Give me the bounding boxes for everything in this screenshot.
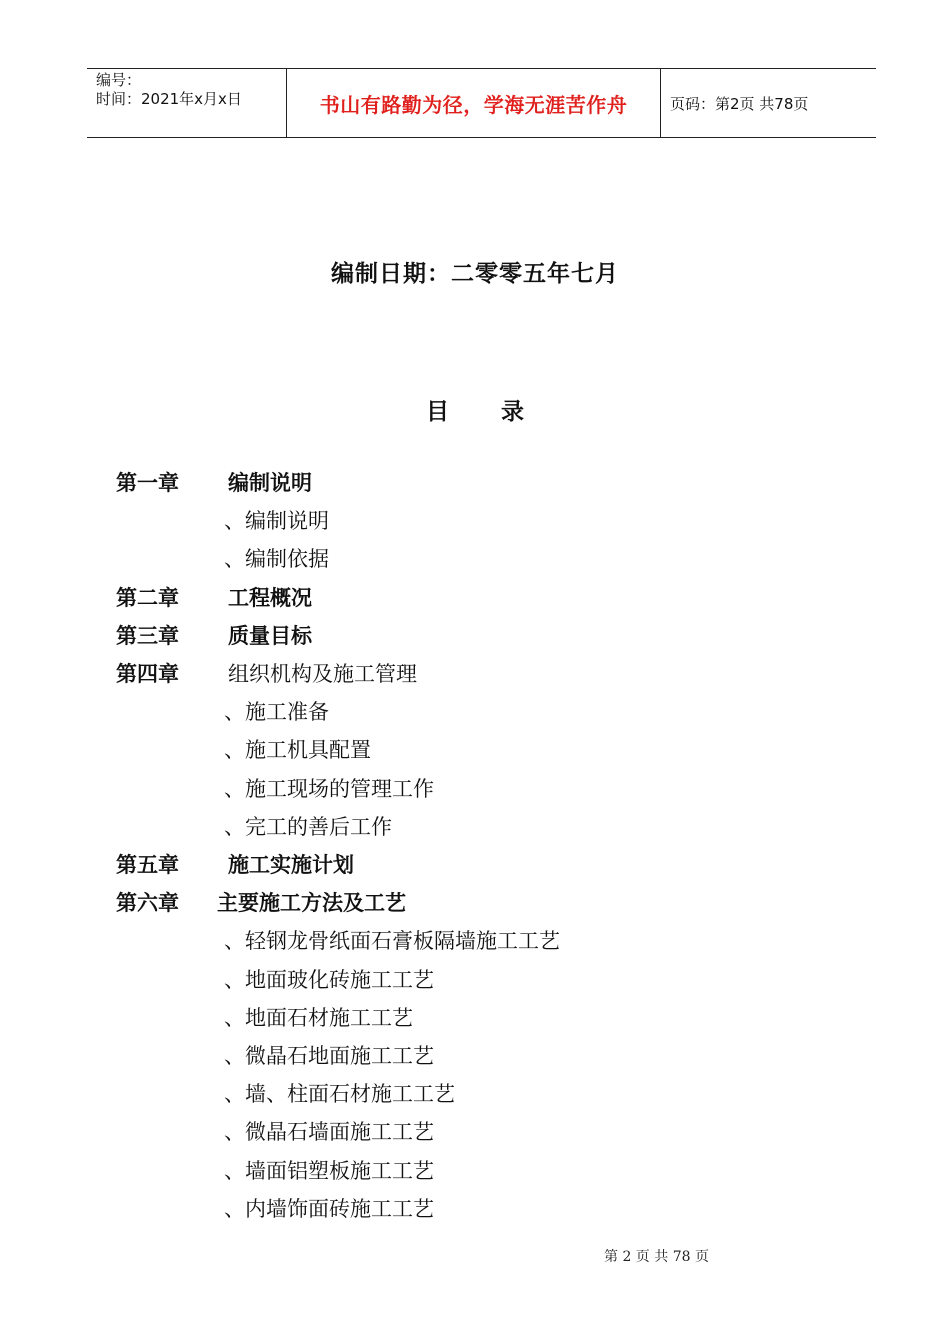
toc-chapter-title: 组织机构及施工管理 — [228, 662, 417, 686]
code-label: 编号： — [96, 71, 142, 89]
toc-section-title: 、编制说明 — [224, 509, 329, 534]
toc-section-title: 、地面石材施工工艺 — [224, 1005, 413, 1030]
toc-section-title: 、地面玻化砖施工工艺 — [224, 967, 434, 992]
toc-section-title: 、墙、柱面石材施工工艺 — [224, 1082, 455, 1107]
toc-section-title: 、微晶石地面施工工艺 — [224, 1044, 434, 1068]
header-meta — [87, 69, 287, 137]
header-motto: 书山有路勤为径，学海无涯苦作舟 — [287, 69, 661, 137]
toc-chapter-number: 第五章 — [116, 853, 179, 877]
toc-chapter-number: 第六章 — [116, 891, 179, 916]
toc-chapter-title: 主要施工方法及工艺 — [217, 891, 406, 916]
toc-chapter-title: 工程概况 — [228, 585, 312, 610]
toc-title-right: 录 — [501, 399, 524, 425]
toc-section-title: 、编制依据 — [224, 547, 329, 572]
compile-date: 编制日期：二零零五年七月 — [331, 261, 619, 287]
time-line: 时间：2021年x月x日 — [96, 90, 242, 108]
toc-section-title: 、施工现场的管理工作 — [224, 776, 434, 801]
header-page-info: 页码：第2页 共78页 — [670, 94, 809, 113]
toc-title-left: 目 — [426, 399, 449, 425]
toc-chapter-number: 第二章 — [116, 585, 179, 610]
toc-section-title: 、轻钢龙骨纸面石膏板隔墙施工工艺 — [224, 929, 560, 954]
toc-chapter-number: 第三章 — [116, 623, 179, 648]
toc-chapter-number: 第四章 — [116, 662, 179, 686]
toc-section-title: 、墙面铝塑板施工工艺 — [224, 1158, 434, 1183]
toc-section-title: 、施工机具配置 — [224, 738, 371, 763]
toc-section-title: 、内墙饰面砖施工工艺 — [224, 1196, 434, 1221]
toc-title — [0, 393, 950, 426]
toc-chapter-title: 编制说明 — [228, 471, 312, 495]
toc-section-title: 、完工的善后工作 — [224, 814, 392, 839]
toc-chapter-number: 第一章 — [116, 471, 179, 495]
toc-chapter-title: 质量目标 — [228, 623, 312, 648]
toc-section-title: 、微晶石墙面施工工艺 — [224, 1120, 434, 1145]
toc-chapter-title: 施工实施计划 — [228, 853, 354, 877]
page-header — [87, 68, 876, 138]
toc-section-title: 、施工准备 — [224, 700, 329, 725]
page-footer: 第 2 页 共 78 页 — [604, 1249, 709, 1265]
